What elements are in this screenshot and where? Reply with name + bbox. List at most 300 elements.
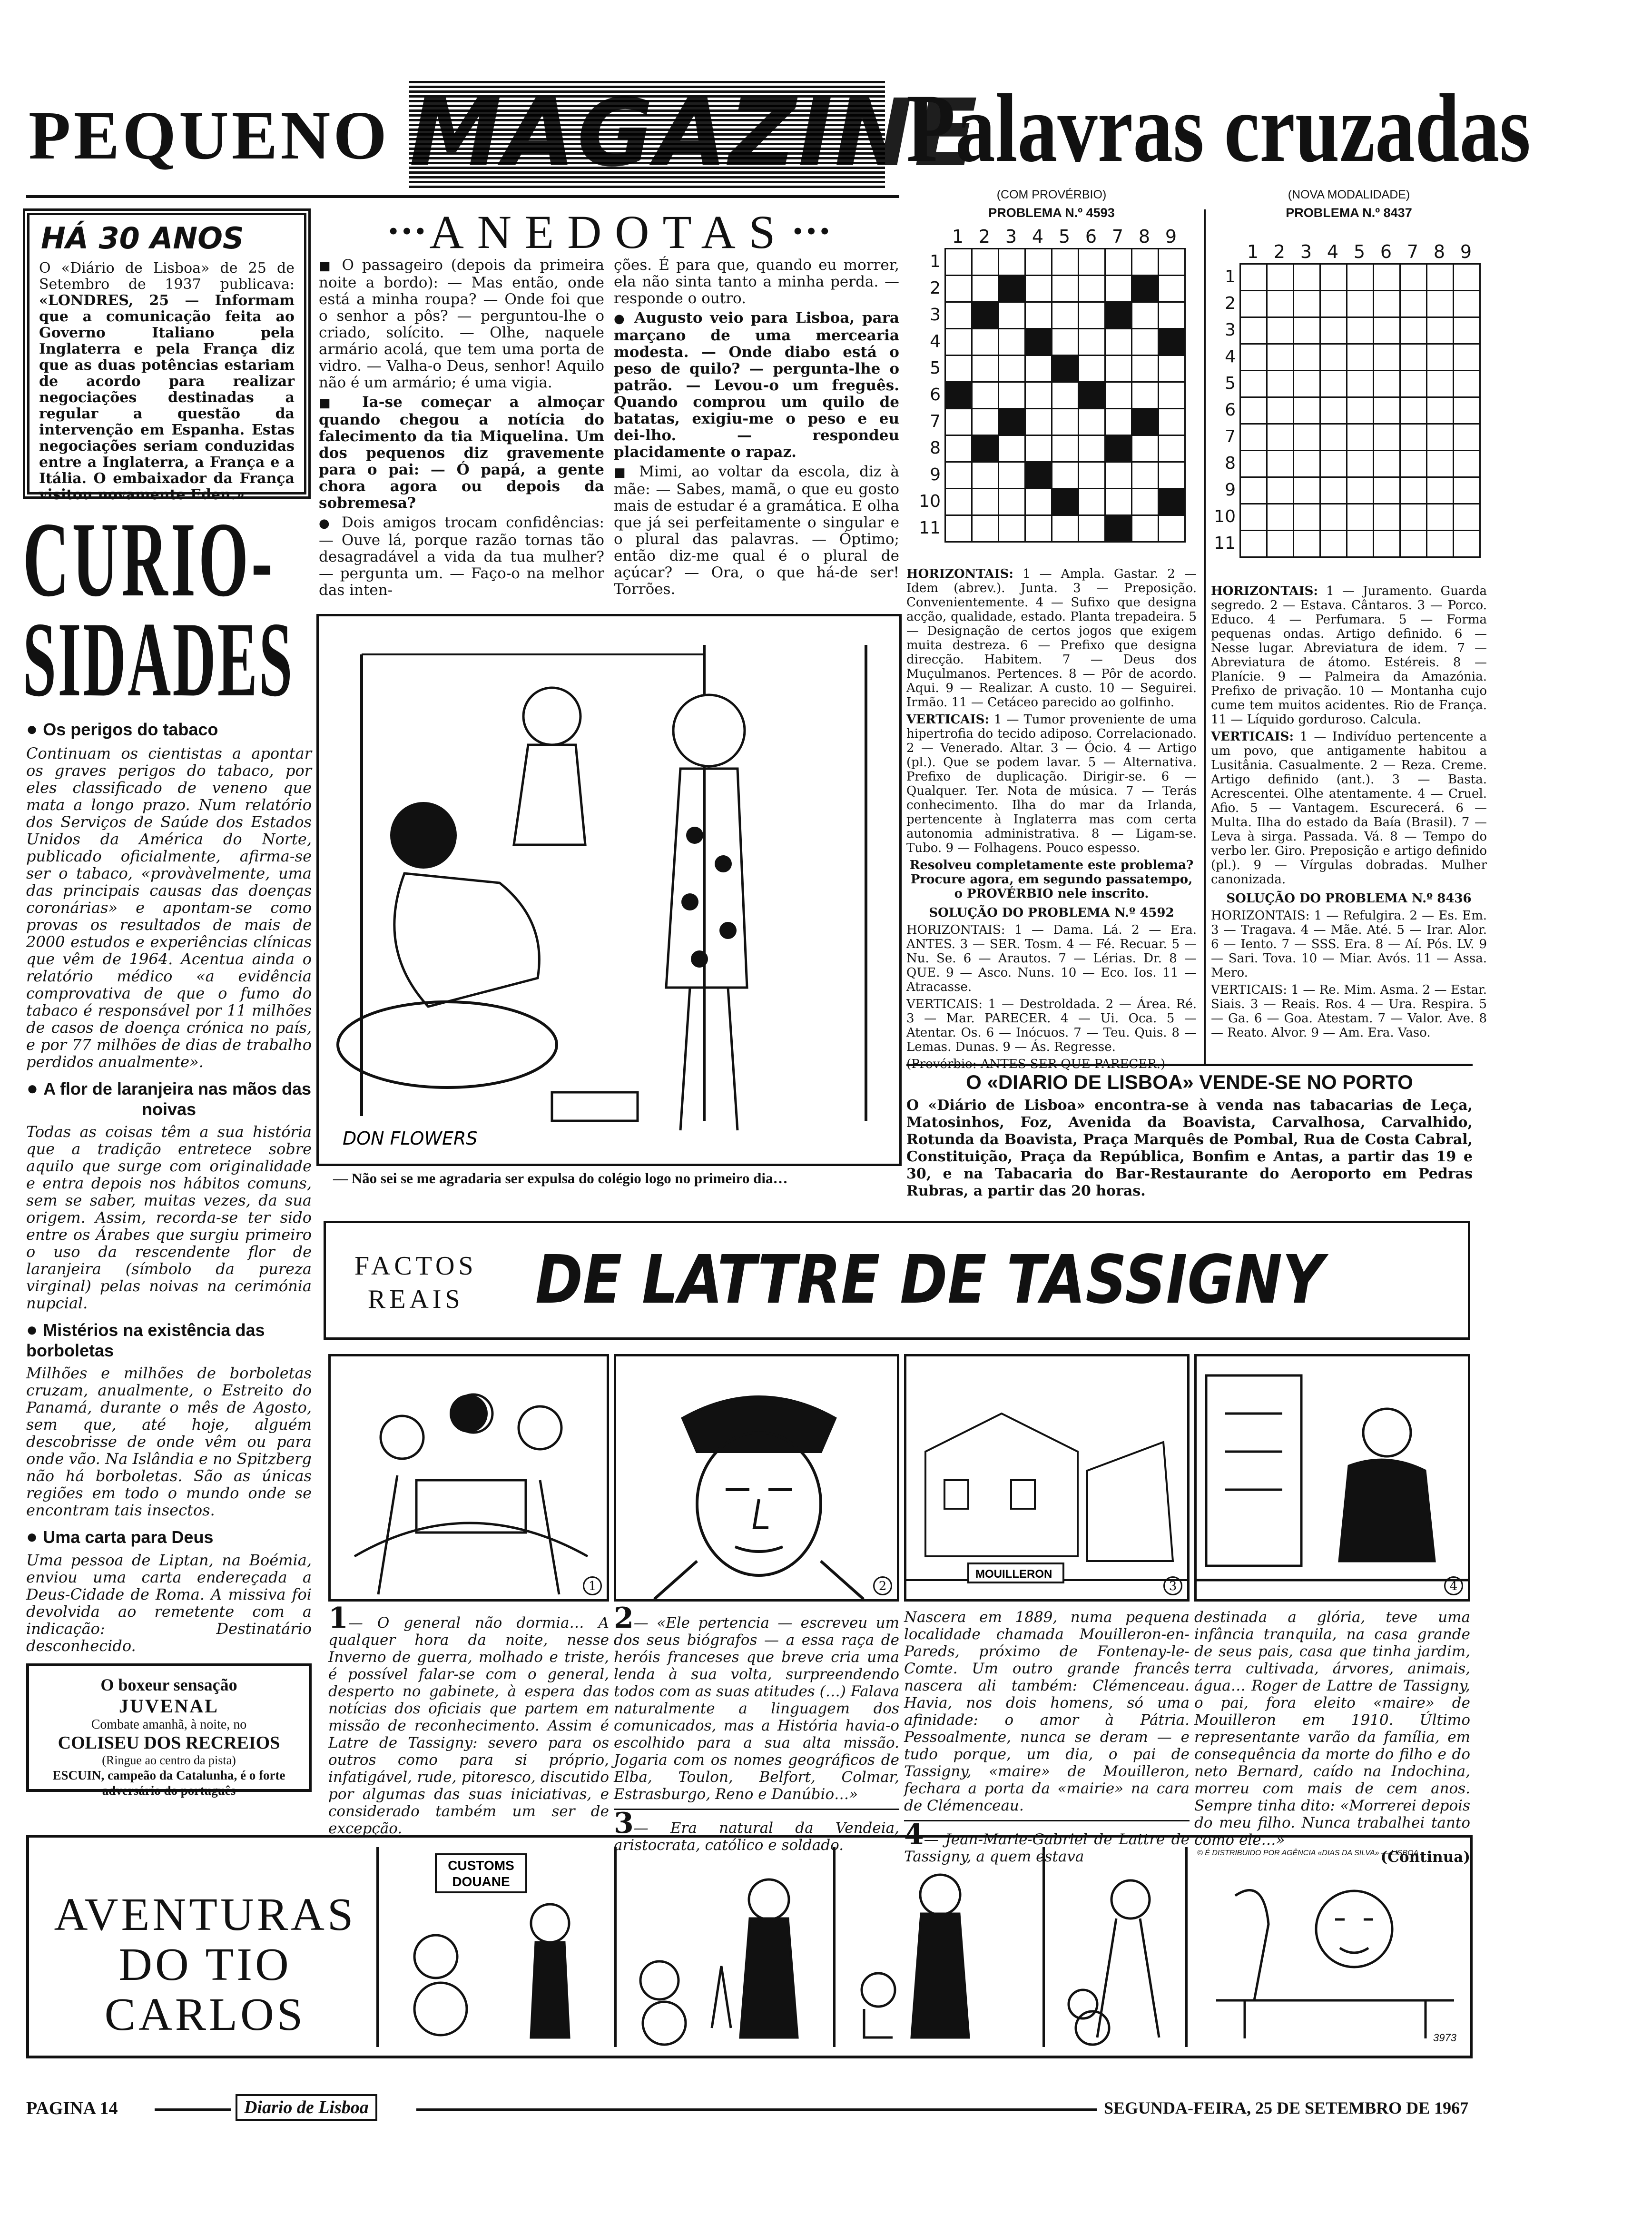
cw1-col-number: 4 (1032, 226, 1044, 247)
cw1-cell[interactable] (1078, 275, 1106, 303)
cw1-cell[interactable] (1024, 355, 1052, 383)
cw1-col-number: 6 (1085, 226, 1097, 247)
cw1-row-number: 6 (930, 385, 941, 405)
cw2-cell[interactable] (1266, 530, 1294, 558)
cw1-cell[interactable] (1104, 355, 1132, 383)
curio-head-tabaco: Os perigos do tabaco (43, 720, 218, 739)
cw2-cell[interactable] (1319, 316, 1347, 345)
factos-label-1: FACTOS (354, 1251, 477, 1281)
cw2-cell[interactable] (1239, 396, 1268, 425)
cw2-cell[interactable] (1426, 343, 1454, 371)
factos-panel-2: 2 (614, 1354, 899, 1602)
cw1-cell[interactable] (1024, 488, 1052, 516)
cw2-cell[interactable] (1319, 450, 1347, 478)
cw1-cell[interactable] (998, 301, 1026, 329)
magazine-title (409, 79, 980, 188)
cw2-cell[interactable] (1453, 530, 1481, 558)
cw1-cell[interactable] (944, 435, 973, 463)
cw1-cell[interactable] (1078, 301, 1106, 329)
cw2-number: PROBLEMA N.º 8437 (1286, 206, 1412, 220)
cw1-cell[interactable] (1131, 408, 1159, 436)
cw2-cell[interactable] (1426, 503, 1454, 531)
cw1-cell[interactable] (1024, 435, 1052, 463)
cw2-row-number: 6 (1225, 400, 1236, 420)
cw1-cell[interactable] (1051, 275, 1079, 303)
curio-body-borboletas: Milhões e milhões de borboletas cruzam, anualmente, o Estreito do Panamá, durante o mês de Agosto, sem que, até hoje, alguém descobrisse de onde vêm ou para onde vão. Na Islândia e no Spitzberg não há borboletas. São as únicas regiões em todo o mundo onde se encontram tais insectos. (26, 1364, 312, 1519)
cw1-cell[interactable] (944, 408, 973, 436)
cw2-cell[interactable] (1239, 450, 1268, 478)
cw2-cell[interactable] (1239, 316, 1268, 345)
cw2-cell[interactable] (1293, 343, 1321, 371)
cw1-cell[interactable] (1051, 381, 1079, 409)
cw1-sub: (COM PROVÉRBIO) (996, 188, 1107, 201)
factos-body-4b: destinada a glória, teve uma infância tranquila, na casa grande de seus pais, casa que tinha jardim, terra cultivada, árvores, animais, água… Roger de Lattre de Tassigny, o pai, fora eleito «maire» de Mouilleron em 1910. Último representante varão da família, em consequência da morte do filho e do neto Bernard, caído na Indochina, morreu com mais de cem anos. Sempre tinha dito: «Morrerei depois do meu filho. Nunca trabalhei tanto como ele…» (1194, 1609, 1470, 1849)
cw2-cell[interactable] (1319, 396, 1347, 425)
cw2-cell[interactable] (1346, 263, 1374, 291)
curio-head-borboletas: Mistérios na existência das borboletas (26, 1320, 265, 1360)
cw2-cell[interactable] (1266, 370, 1294, 398)
cw1-cell[interactable] (1024, 408, 1052, 436)
cw1-cell[interactable] (971, 435, 999, 463)
cw2-row-number: 5 (1225, 374, 1236, 393)
cw2-col-number: 5 (1353, 241, 1366, 262)
cw1-cell[interactable] (1078, 355, 1106, 383)
cw2-cell[interactable] (1293, 290, 1321, 318)
anedota-2: Ia-se começar a almoçar quando chegou a notícia do falecimento da tia Miquelina. Um dos pequenos diz gravemente para o pai: — Ó papá, a gente chora agora ou depois da sobremesa? (319, 394, 604, 512)
crossword-2 (1211, 188, 1487, 1043)
cw1-cell[interactable] (1078, 488, 1106, 516)
boxeur-line4: COLISEU DOS RECREIOS (58, 1733, 280, 1753)
cw2-col-number: 7 (1406, 241, 1419, 262)
cw1-cell[interactable] (1158, 355, 1186, 383)
cw1-cell[interactable] (1078, 514, 1106, 543)
cw2-cell[interactable] (1346, 316, 1374, 345)
cw1-row-number: 7 (930, 412, 941, 431)
cw1-cell[interactable] (1078, 461, 1106, 489)
cw2-solution-head: SOLUÇÃO DO PROBLEMA N.º 8436 (1226, 891, 1472, 906)
cw2-cell[interactable] (1426, 370, 1454, 398)
ha30-box (23, 208, 311, 503)
cw2-cell[interactable] (1399, 503, 1427, 531)
cw1-cell[interactable] (971, 488, 999, 516)
cw1-number: PROBLEMA N.º 4593 (988, 206, 1115, 220)
cw1-cell[interactable] (1158, 275, 1186, 303)
cw2-cell[interactable] (1319, 370, 1347, 398)
factos-body-2: — «Ele pertencia — escreveu um dos seus biógrafos — a essa raça de heróis franceses que breve cria uma lenda à sua volta, surpreendendo todos com as suas atitudes (…) Falava naturalmente a linguagem dos comunicados, mas a História havia-o escolhido para a sua alta missão. Jogaria com os nomes geográficos de Elba, Toulon, Belfort, Colmar, Estrasburgo, Reno e Danúbio…» (614, 1614, 899, 1803)
cw1-cell[interactable] (1104, 381, 1132, 409)
cw2-cell[interactable] (1426, 290, 1454, 318)
cw1-horiz: 1 — Ampla. Gastar. 2 — Idem (abrev.). Junta. 3 — Preposição. Convenientemente. 4 — Sufixo que designa acção, qualidade, estado. Planta trepadeira. 5 — Designação de certos jogos que exigem muita destreza. 6 — Prefixo que designa direcção. Habitem. 7 — Deus dos Muçulmanos. Pertences. 8 — Pôr de acordo. Aqui. 9 — Realizar. A custo. 10 — Seguirei. Irmão. 11 — Cetáceo parecido ao golfinho. (906, 567, 1197, 710)
cw1-cell[interactable] (1024, 381, 1052, 409)
cw2-cell[interactable] (1399, 530, 1427, 558)
cw2-cell[interactable] (1319, 290, 1347, 318)
cw1-cell[interactable] (944, 248, 973, 276)
aventuras-title-2: DO TIO (118, 1939, 292, 1990)
cw1-cell[interactable] (1131, 355, 1159, 383)
cw1-col-number: 3 (1005, 226, 1017, 247)
cw1-cell[interactable] (1051, 435, 1079, 463)
cw2-cell[interactable] (1373, 316, 1401, 345)
cw2-cell[interactable] (1453, 263, 1481, 291)
cw2-cell[interactable] (1373, 263, 1401, 291)
cw2-solution-v: VERTICAIS: 1 — Re. Mim. Asma. 2 — Estar. Siais. 3 — Reais. Ros. 4 — Ura. Respira. 5 — Ga. 6 — Goa. Atestam. 7 — Valor. Ave. 8 — Reato. Alvor. 9 — Am. Era. Vaso. (1211, 983, 1487, 1040)
porto-title: O «DIARIO DE LISBOA» VENDE-SE NO PORTO (966, 1071, 1413, 1093)
cw2-cell[interactable] (1293, 423, 1321, 451)
cw2-cell[interactable] (1399, 290, 1427, 318)
cw1-solution-v: VERTICAIS: 1 — Destroldada. 2 — Área. Ré. 3 — Mar. PARECER. 4 — Ui. Oca. 5 — Atentar. Os. 6 — Inócuos. 7 — Teu. Quis. 8 — Lemas. Dunas. 9 — Ás. Regresse. (906, 997, 1197, 1054)
factos-body-4: — Jean-Marie-Gabriel de Lattre de Tassigny, a quem estava (904, 1831, 1190, 1865)
cw1-col-number: 7 (1111, 226, 1124, 247)
cw1-cell[interactable] (944, 461, 973, 489)
cw1-cell[interactable] (998, 248, 1026, 276)
cw1-resolved: Resolveu completamente este problema? Procure agora, em segundo passatempo, o PROVÉRBIO nele inscrito. (909, 858, 1194, 901)
cw2-cell[interactable] (1373, 450, 1401, 478)
cw1-cell[interactable] (971, 461, 999, 489)
cw1-cell[interactable] (944, 355, 973, 383)
boxeur-line6: ESCUIN, campeão da Catalunha, é o forte adversário do português (52, 1768, 285, 1798)
cw1-cell[interactable] (1131, 248, 1159, 276)
cw1-solution-head: SOLUÇÃO DO PROBLEMA N.º 4592 (929, 906, 1174, 920)
cw2-cell[interactable] (1373, 530, 1401, 558)
cw1-cell[interactable] (1158, 408, 1186, 436)
cw1-cell[interactable] (1078, 381, 1106, 409)
cw2-cell[interactable] (1319, 476, 1347, 504)
cw2-vert-head: VERTICAIS: (1211, 730, 1294, 744)
cw1-cell[interactable] (1131, 488, 1159, 516)
cw1-cell[interactable] (1104, 328, 1132, 356)
cw1-cell[interactable] (1078, 408, 1106, 436)
cw1-grid (906, 248, 1197, 562)
cw2-cell[interactable] (1373, 290, 1401, 318)
cw1-cell[interactable] (998, 355, 1026, 383)
cw2-horiz-head: HORIZONTAIS: (1211, 584, 1318, 598)
cw1-cell[interactable] (944, 275, 973, 303)
cw2-column-numbers (1211, 239, 1487, 263)
cw2-cell[interactable] (1266, 316, 1294, 345)
cw1-cell[interactable] (1104, 248, 1132, 276)
factos-text-4 (1194, 1609, 1470, 1866)
cw1-cell[interactable] (1131, 301, 1159, 329)
cw1-cell[interactable] (1158, 461, 1186, 489)
cw2-cell[interactable] (1266, 290, 1294, 318)
cw2-cell[interactable] (1319, 343, 1347, 371)
cw2-cell[interactable] (1373, 476, 1401, 504)
ha30-body-bold: «LONDRES, 25 — Informam que a comunicação feita ao Governo Italiano pela Inglaterra e pela França diz que as duas potências estariam de acordo para realizar negociações destinadas a regular a questão da intervenção em Espanha. Estas negociações seriam conduzidas entre a Inglaterra, a França e a Itália. O embaixador da França visitou novamente Eden.» (39, 292, 295, 503)
cw2-cell[interactable] (1399, 343, 1427, 371)
cw1-cell[interactable] (1051, 408, 1079, 436)
curiosidades-title-1: CURIO- (23, 500, 275, 619)
cw2-cell[interactable] (1239, 530, 1268, 558)
cw1-cell[interactable] (1104, 461, 1132, 489)
cw1-cell[interactable] (1131, 328, 1159, 356)
panel3-sign: MOUILLERON (975, 1568, 1052, 1581)
cw2-cell[interactable] (1293, 263, 1321, 291)
sign-customs: CUSTOMS (448, 1858, 514, 1873)
cw1-row-number: 2 (930, 278, 941, 298)
cw2-cell[interactable] (1319, 263, 1347, 291)
cw1-col-number: 5 (1058, 226, 1071, 247)
cw2-col-number: 8 (1433, 241, 1446, 262)
boxeur-line1: O boxeur sensação (100, 1675, 237, 1694)
cw2-cell[interactable] (1426, 316, 1454, 345)
cw1-row-number: 5 (930, 358, 941, 378)
cw2-cell[interactable] (1373, 343, 1401, 371)
cw2-cell[interactable] (1426, 450, 1454, 478)
cw1-cell[interactable] (1051, 461, 1079, 489)
factos-body-1: — O general não dormia… A qualquer hora da noite, nesse Inverno de guerra, molhado e triste, é possível falar-se com o general, desperto no gabinete, à espera das notícias dos oficiais que partem em missão de reconhecimento. Assim é Latre de Tassigny: severo para os outros como para si próprio, infatigável, rude, pitoresco, discutido por algumas das suas iniciativas, e considerado também um ser de excepção. (328, 1614, 609, 1837)
cw2-cell[interactable] (1399, 450, 1427, 478)
cw2-cell[interactable] (1453, 343, 1481, 371)
cw2-cell[interactable] (1426, 476, 1454, 504)
cw2-cell[interactable] (1266, 503, 1294, 531)
cw2-cell[interactable] (1266, 343, 1294, 371)
cartoon-illustration (319, 616, 899, 1164)
cw1-cell[interactable] (1131, 514, 1159, 543)
cw1-cell[interactable] (1051, 488, 1079, 516)
aventuras-panel-3 (833, 1847, 1042, 2047)
cw1-cell[interactable] (1131, 461, 1159, 489)
cw2-cell[interactable] (1373, 423, 1401, 451)
cw2-row-number: 4 (1225, 347, 1236, 366)
cw1-cell[interactable] (1131, 275, 1159, 303)
cw2-row-number: 3 (1225, 320, 1236, 340)
cw2-vert: 1 — Indivíduo pertencente a um povo, que antigamente habitou a Lusitânia. Casualmente. 2 — Reza. Creme. Artigo definido (ant.). 3 — Basta. Acrescentei. Olhe atentamente. 4 — Cruel. Afio. 5 — Vantagem. Escurecerá. 6 — Multa. Ilha do estado da Baía (Brasil). 7 — Leva à sirga. Passada. Vá. 8 — Tempo do verbo ler. Giro. Preposição e artigo definido (pl.). 9 — Vírgulas dobradas. Mulher canonizada. (1211, 730, 1487, 887)
cw2-cell[interactable] (1319, 530, 1347, 558)
anedotas-cartoon (316, 614, 902, 1166)
cw1-cell[interactable] (998, 435, 1026, 463)
anedotas-header: ••• ANEDOTAS ••• (386, 206, 832, 258)
cw1-cell[interactable] (1078, 248, 1106, 276)
curio-head-laranjeira: A flor de laranjeira nas mãos das noivas (43, 1079, 312, 1119)
factos-num-4: 4 (904, 1818, 924, 1851)
cw2-cell[interactable] (1293, 450, 1321, 478)
cw1-cell[interactable] (1051, 328, 1079, 356)
aventuras-title-3: CARLOS (104, 1989, 306, 2040)
cw1-cell[interactable] (1158, 488, 1186, 516)
cw2-cell[interactable] (1293, 396, 1321, 425)
anedota-3-cont: ções. É para que, quando eu morrer, ela não sinta tanto a minha perda. — responde o outro. (614, 257, 899, 307)
cw1-cell[interactable] (998, 461, 1026, 489)
cw2-cell[interactable] (1453, 423, 1481, 451)
cw1-cell[interactable] (1024, 301, 1052, 329)
cw2-cell[interactable] (1346, 290, 1374, 318)
cw1-cell[interactable] (1158, 248, 1186, 276)
cw1-cell[interactable] (998, 488, 1026, 516)
aventuras-panel-5 (1185, 1847, 1466, 2047)
cw1-cell[interactable] (1078, 435, 1106, 463)
aventuras-panel-1 (376, 1847, 614, 2047)
cw2-cell[interactable] (1399, 263, 1427, 291)
cw2-cell[interactable] (1266, 263, 1294, 291)
cw2-cell[interactable] (1293, 370, 1321, 398)
cw2-cell[interactable] (1239, 263, 1268, 291)
cw1-cell[interactable] (1078, 328, 1106, 356)
cw2-row-number: 11 (1214, 534, 1236, 553)
cw1-row-number: 11 (919, 518, 941, 538)
cw2-cell[interactable] (1266, 423, 1294, 451)
cw1-cell[interactable] (1024, 328, 1052, 356)
cw2-cell[interactable] (1293, 316, 1321, 345)
cw1-cell[interactable] (971, 328, 999, 356)
cw1-cell[interactable] (971, 514, 999, 543)
cw2-cell[interactable] (1399, 476, 1427, 504)
factos-continua: (Continua) (1380, 1849, 1470, 1866)
cw1-cell[interactable] (944, 328, 973, 356)
cw2-row-number: 2 (1225, 294, 1236, 313)
cw1-cell[interactable] (971, 275, 999, 303)
cw2-cell[interactable] (1399, 396, 1427, 425)
cw2-cell[interactable] (1426, 530, 1454, 558)
cw1-col-number: 8 (1138, 226, 1150, 247)
cw2-cell[interactable] (1426, 423, 1454, 451)
cw1-cell[interactable] (1158, 514, 1186, 543)
cw1-cell[interactable] (998, 408, 1026, 436)
cw2-cell[interactable] (1346, 370, 1374, 398)
curio-head-carta: Uma carta para Deus (43, 1527, 214, 1547)
cw2-cell[interactable] (1399, 316, 1427, 345)
cw1-row-number: 8 (930, 438, 941, 458)
cw2-cell[interactable] (1453, 316, 1481, 345)
cw2-cell[interactable] (1293, 476, 1321, 504)
cw1-cell[interactable] (1051, 355, 1079, 383)
cw1-cell[interactable] (998, 275, 1026, 303)
cw1-cell[interactable] (971, 408, 999, 436)
cw1-cell[interactable] (998, 514, 1026, 543)
cw1-cell[interactable] (1024, 461, 1052, 489)
cw2-cell[interactable] (1346, 343, 1374, 371)
cw2-cell[interactable] (1293, 503, 1321, 531)
porto-rule (906, 1064, 1473, 1066)
footer-rule-right (416, 2108, 1097, 2111)
cw1-cell[interactable] (971, 301, 999, 329)
cw2-cell[interactable] (1266, 476, 1294, 504)
cw2-cell[interactable] (1346, 476, 1374, 504)
cw1-cell[interactable] (944, 381, 973, 409)
aventuras-strip (26, 1835, 1473, 2058)
curio-section-carta: ● Uma carta para Deus Uma pessoa de Liptan, na Boémia, enviou uma carta endereçada a Deus-Cidade de Roma. A missiva foi devolvida ao remetente com a indicação: Destinatário desconhecido. (26, 1526, 312, 1655)
cw1-vert: 1 — Tumor proveniente de uma hipertrofia do tecido adiposo. Correlacionado. 2 — Venerado. Altar. 3 — Ócio. 4 — Artigo (pl.). Que se podem lavar. 5 — Alternativa. Prefixo de duplicação. Dirigir-se. 6 — Qualquer. Ter. Nota de música. 7 — Terás conhecimento. Ilha do mar da Irlanda, pertencente à Inglaterra mas com certa autonomia administrativa. 8 — Ligam-se. Tubo. 9 — Folhagens. Pouco espesso. (906, 712, 1197, 855)
cw1-cell[interactable] (1104, 408, 1132, 436)
cw2-cell[interactable] (1346, 396, 1374, 425)
cw1-col-number: 9 (1165, 226, 1177, 247)
cw2-cell[interactable] (1346, 503, 1374, 531)
aventuras-title-1: AVENTURAS (54, 1889, 356, 1940)
cw1-cell[interactable] (1158, 435, 1186, 463)
cw1-cell[interactable] (1051, 514, 1079, 543)
cw1-cell[interactable] (1131, 381, 1159, 409)
curio-body-carta: Uma pessoa de Liptan, na Boémia, enviou uma carta endereçada a Deus-Cidade de Roma. A missiva foi devolvida ao remetente com a indicação: Destinatário desconhecido. (26, 1551, 312, 1655)
cw1-horiz-head: HORIZONTAIS: (906, 567, 1014, 581)
cw2-cell[interactable] (1453, 503, 1481, 531)
cw2-grid (1211, 263, 1487, 577)
cw1-cell[interactable] (1024, 248, 1052, 276)
cw1-cell[interactable] (998, 381, 1026, 409)
cw2-cell[interactable] (1239, 503, 1268, 531)
cw1-cell[interactable] (1104, 275, 1132, 303)
cw2-cell[interactable] (1239, 290, 1268, 318)
footer-logo: Diario de Lisboa (236, 2094, 377, 2121)
cw1-cell[interactable] (1051, 248, 1079, 276)
cw2-cell[interactable] (1346, 450, 1374, 478)
cw1-cell[interactable] (944, 301, 973, 329)
cw1-cell[interactable] (1158, 328, 1186, 356)
cw2-cell[interactable] (1373, 396, 1401, 425)
cw2-cell[interactable] (1399, 423, 1427, 451)
cw2-cell[interactable] (1453, 290, 1481, 318)
cw1-cell[interactable] (944, 488, 973, 516)
cw1-cell[interactable] (1104, 435, 1132, 463)
cw2-cell[interactable] (1266, 396, 1294, 425)
cw2-col-number: 3 (1300, 241, 1312, 262)
factos-panel-4: 4 (1194, 1354, 1470, 1602)
factos-label-2: REAIS (367, 1285, 464, 1314)
cw1-cell[interactable] (1104, 301, 1132, 329)
cw2-cell[interactable] (1346, 530, 1374, 558)
cw2-cell[interactable] (1426, 263, 1454, 291)
cw2-cell[interactable] (1453, 370, 1481, 398)
anedotas-col1: ■ O passageiro (depois da primeira noite a bordo): — Mas então, onde está a minha roupa? — Onde foi que o senhor a pôs? — perguntou-lhe o criado, solícito. — Olhe, naquele armário acolá, que tem uma porta de vidro. — Valha-o Deus, senhor! Aquilo não é um armário; é uma vigia. ■ Ia-se começar a almoçar quando chegou a notícia do falecimento da tia Miquelina. Um dos pequenos diz gravemente para o pai: — Ó papá, a gente chora agora ou depois da sobremesa? ● Dois amigos trocam confidências: — Ouve lá, porque razão tornas tão desagradável a vida da tua mulher? — pergunta um. — Faço-o na melhor das inten- (319, 257, 605, 599)
cw1-cell[interactable] (1158, 301, 1186, 329)
cw2-cell[interactable] (1373, 370, 1401, 398)
anedota-3: Dois amigos trocam confidências: — Ouve lá, porque razão tornas tão desagradável a vida da tua mulher? — pergunta um. — Faço-o na melhor das inten- (319, 514, 605, 599)
cw1-cell[interactable] (971, 248, 999, 276)
aventuras-panel-4 (1042, 1847, 1185, 2047)
cw2-cell[interactable] (1453, 396, 1481, 425)
cw2-cell[interactable] (1453, 476, 1481, 504)
cw2-cell[interactable] (1266, 450, 1294, 478)
curio-section-borboletas: ● Mistérios na existência das borboletas Milhões e milhões de borboletas cruzam, anualmente, o Estreito do Panamá, durante o mês de Agosto, sem que, até hoje, alguém descobrisse de onde vêm ou para onde vão. Na Islândia e no Spitzberg não há borboletas. São as únicas regiões em todo o mundo onde se encontram tais insectos. (26, 1319, 312, 1519)
cw1-cell[interactable] (1131, 435, 1159, 463)
cw2-cell[interactable] (1346, 423, 1374, 451)
curio-body-tabaco: Continuam os cientistas a apontar os graves perigos do tabaco, por eles classificado de veneno que mata a longo prazo. Num relatório dos Serviços de Saúde dos Estados Unidos da América do Norte, publicado oficialmente, afirma-se ser o tabaco, «provàvelmente, uma das principais causas das doenças coronárias» e apontam-se como provas os resultados de mais de 2000 estudos e experiências clínicas que vêm de 1964. Acentua ainda o relatório médico «a evidência comprovativa de que o fumo do tabaco é responsável por 11 milhões de casos de doença crónica no país, e por 77 milhões de dias de trabalho perdidos anualmente». (26, 744, 312, 1071)
curio-section-laranjeira: ● A flor de laranjeira nas mãos das noivas Todas as coisas têm a sua história que a tradição entretece sobre aquilo que surge com originalidade e entra depois nos hábitos comuns, sem se saber, muitas vezes, da sua origem. Assim, recorda-se ter sido entre os Árabes que surgiu primeiro o uso da rescendente flor de laranjeira (símbolo da pureza virginal) pelas noivas na cerimónia nupcial. (26, 1078, 312, 1312)
cw1-cell[interactable] (944, 514, 973, 543)
cw2-cell[interactable] (1399, 370, 1427, 398)
cw1-cell[interactable] (1104, 488, 1132, 516)
boxeur-line5: (Ringue ao centro da pista) (102, 1753, 236, 1767)
cw2-cell[interactable] (1319, 423, 1347, 451)
cw1-cell[interactable] (1051, 301, 1079, 329)
footer-page: PAGINA 14 (26, 2098, 118, 2118)
cw1-cell[interactable] (1024, 514, 1052, 543)
curio-body-laranjeira: Todas as coisas têm a sua história que a tradição entretece sobre aquilo que surge com originalidade e entra depois nos hábitos comuns, sem se saber, muitas vezes, da sua origem. Assim, recorda-se ter sido entre os Árabes que surgiu primeiro o uso da rescendente flor de laranjeira (símbolo da pureza virginal) pelas noivas na cerimónia nupcial. (26, 1123, 312, 1312)
aventuras-panel-2 (614, 1847, 833, 2047)
cw1-cell[interactable] (1158, 381, 1186, 409)
cw2-cell[interactable] (1453, 450, 1481, 478)
cw1-cell[interactable] (1104, 514, 1132, 543)
boxeur-ad (26, 1663, 312, 1798)
cw2-cell[interactable] (1293, 530, 1321, 558)
cw2-cell[interactable] (1426, 396, 1454, 425)
cw1-row-number: 9 (930, 465, 941, 485)
cw2-col-number: 4 (1327, 241, 1339, 262)
cw2-horiz: 1 — Juramento. Guarda segredo. 2 — Estava. Cântaros. 3 — Porco. Educo. 4 — Perfumara. 5 — Forma pequenas ondas. Artigo definido. 6 — Nesse lugar. Abreviatura de idem. 7 — Abreviatura de átomo. Estéreis. 8 — Planície. 9 — Palmeira da Amazónia. Prefixo de privação. 10 — Montanha cujo cume tem muitos acidentes. Rio de França. 11 — Líquido gorduroso. Calcula. (1211, 584, 1487, 727)
cw1-cell[interactable] (998, 328, 1026, 356)
cw2-cell[interactable] (1319, 503, 1347, 531)
anedotas-title: ANEDOTAS (429, 206, 789, 258)
cw2-solution-h: HORIZONTAIS: 1 — Refulgira. 2 — Es. Em. 3 — Tragava. 4 — Mãe. Até. 5 — Irar. Alor. 6 — Iento. 7 — SSS. Era. 8 — Aí. Pós. LV. 9 — Sari. Tova. 10 — Miar. Avós. 11 — Assa. Mero. (1211, 909, 1487, 980)
cw1-cell[interactable] (1024, 275, 1052, 303)
cw1-cell[interactable] (971, 381, 999, 409)
cw2-cell[interactable] (1239, 343, 1268, 371)
cw2-cell[interactable] (1239, 370, 1268, 398)
cw2-row-number: 7 (1225, 427, 1236, 446)
cw2-cell[interactable] (1239, 423, 1268, 451)
cw1-cell[interactable] (971, 355, 999, 383)
cw2-cell[interactable] (1373, 503, 1401, 531)
cw2-cell[interactable] (1239, 476, 1268, 504)
boxeur-line3: Combate amanhã, à noite, no (91, 1717, 247, 1732)
